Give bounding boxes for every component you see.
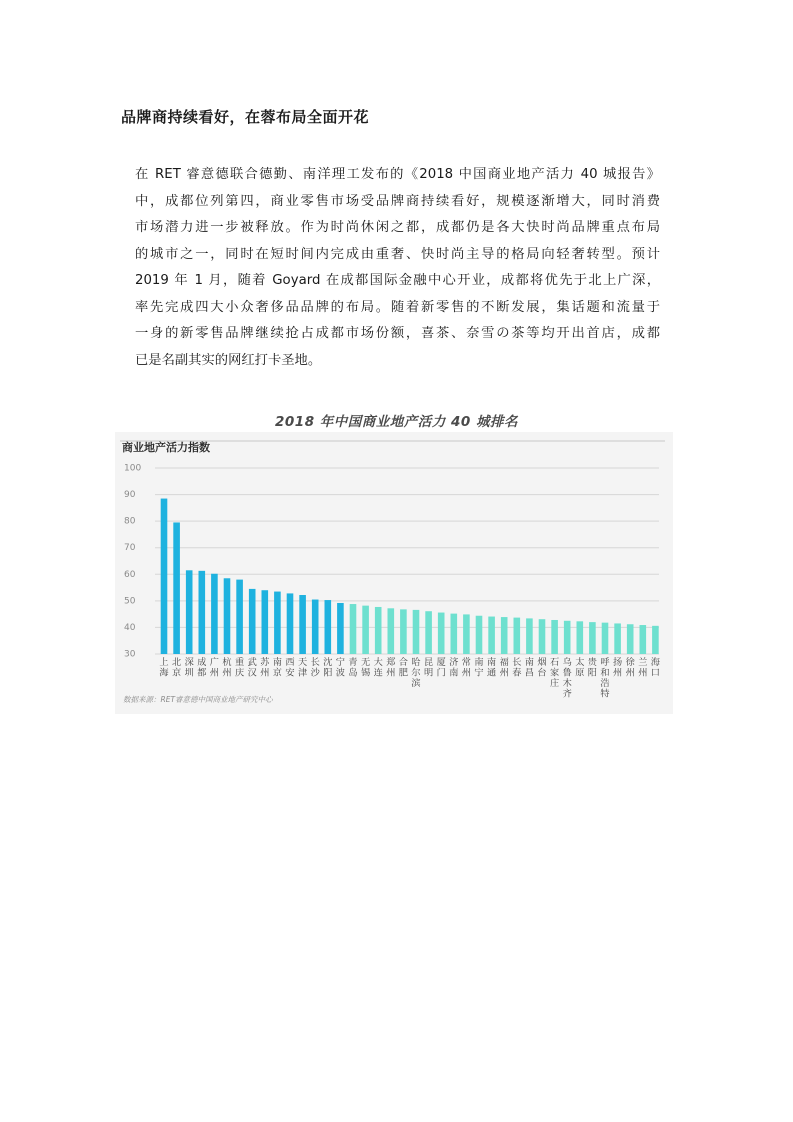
paragraph-line: 已是名副其实的网红打卡圣地。 [135,352,322,368]
x-tick-label: 杭州 [222,656,232,679]
y-tick-label: 90 [124,490,136,501]
x-tick-label: 上海 [159,656,169,679]
x-tick-label: 扬州 [613,656,623,679]
data-source-note: 数据来源：RET睿意德中国商业地产研究中心 [123,695,273,704]
bar [388,608,395,654]
bar-chart-svg [115,432,673,714]
bar [262,590,269,654]
bar [627,624,634,654]
paragraph-line: 2019 年 1 月，随着 Goyard 在成都国际金融中心开业，成都将优先于北上广深， [135,273,660,288]
x-tick-label: 乌鲁木齐 [562,656,572,700]
x-tick-label: 长沙 [310,656,320,679]
paragraph-line: 市场潜力进一步被释放。作为时尚休闲之都，成都仍是各大快时尚品牌重点布局 [135,220,660,235]
paragraph-line: 一身的新零售品牌继续抢占成都市场份额，喜茶、奈雪の茶等均开出首店，成都 [135,326,660,341]
bar [312,600,319,654]
bar [211,574,218,654]
x-tick-label: 沈阳 [323,656,333,679]
bar [224,578,231,654]
bar [325,600,332,654]
bar [438,613,445,654]
bar [249,589,256,654]
bar [514,618,521,654]
x-tick-label: 广州 [209,656,219,679]
bar [640,625,647,654]
y-tick-label: 60 [124,569,136,580]
bar [602,623,609,654]
x-tick-label: 哈尔滨 [411,656,421,689]
x-tick-label: 无锡 [361,656,371,679]
bar [236,580,243,654]
body-paragraph [135,162,660,374]
x-tick-label: 徐州 [625,656,635,679]
y-tick-label: 50 [124,596,136,607]
x-tick-label: 南京 [272,656,282,679]
x-tick-label: 烟台 [537,656,547,679]
y-tick-label: 80 [124,516,136,527]
bar [274,592,281,654]
bar [299,595,306,654]
bar [526,618,533,654]
bars [161,499,659,654]
bar [577,621,584,654]
bar [539,619,546,654]
paragraph-line: 率先完成四大小众奢侈品品牌的布局。随着新零售的不断发展，集话题和流量于 [135,299,660,315]
chart-title: 2018 年中国商业地产活力 40 城排名 [275,414,518,430]
bar [400,609,407,654]
bar [337,603,344,654]
bar [362,606,369,654]
y-tick-label: 70 [124,543,136,554]
x-tick-label: 成都 [197,656,207,679]
x-tick-label: 石家庄 [550,656,560,689]
x-tick-label: 太原 [575,656,585,679]
y-tick-label: 100 [124,463,142,474]
bar [161,499,168,654]
x-tick-label: 长春 [512,656,522,679]
bar [350,604,357,654]
x-tick-label: 大连 [373,656,383,679]
x-tick-label: 北京 [172,656,182,679]
x-tick-label: 天津 [298,656,308,679]
x-tick-label: 贵阳 [587,656,597,679]
bar [652,626,659,654]
bar [614,623,621,654]
paragraph-line: 中，成都位列第四，商业零售市场受品牌商持续看好，规模逐渐增大，同时消费 [135,193,660,209]
x-tick-label: 福州 [499,656,509,679]
x-tick-label: 南昌 [524,656,534,679]
bar [199,571,206,654]
bar [186,570,193,654]
x-tick-label: 宁波 [335,656,345,679]
x-tick-label: 深圳 [184,656,194,679]
y-tick-label: 40 [124,622,136,633]
x-tick-label: 重庆 [235,656,245,679]
y-tick-label: 30 [124,649,136,660]
bar [425,611,432,654]
x-tick-label: 青岛 [348,656,358,679]
x-tick-label: 兰州 [638,656,648,679]
x-tick-label: 南通 [487,656,497,679]
x-tick-label: 西安 [285,656,295,679]
bar [589,622,596,654]
x-tick-labels [159,656,660,700]
y-axis-label: 商业地产活力指数 [122,441,210,454]
x-tick-label: 郑州 [386,656,396,679]
bar [551,620,558,654]
x-tick-label: 呼和浩特 [600,656,610,700]
x-tick-label: 昆明 [424,656,434,679]
x-tick-label: 常州 [461,656,471,679]
bar [451,614,458,654]
paragraph-line: 的城市之一，同时在短时间内完成由重奢、快时尚主导的格局向轻奢转型。预计 [135,246,660,262]
bar [173,522,180,654]
bar [564,621,571,654]
bar [413,610,420,654]
x-tick-label: 济南 [449,656,459,679]
bar-chart [115,432,673,714]
x-tick-label: 厦门 [436,656,446,679]
bar [287,593,294,654]
x-tick-label: 海口 [650,656,660,679]
bar [375,607,382,654]
bar [476,616,483,654]
bar [501,617,508,654]
x-tick-label: 南宁 [474,656,484,679]
bar [463,614,470,654]
paragraph-line: 在 RET 睿意德联合德勤、南洋理工发布的《2018 中国商业地产活力 40 城报告》 [135,167,660,182]
bar [488,617,495,654]
x-tick-label: 合肥 [398,656,408,679]
x-tick-label: 苏州 [260,656,270,679]
section-heading: 品牌商持续看好，在蓉布局全面开花 [121,108,370,126]
x-tick-label: 武汉 [247,656,257,679]
